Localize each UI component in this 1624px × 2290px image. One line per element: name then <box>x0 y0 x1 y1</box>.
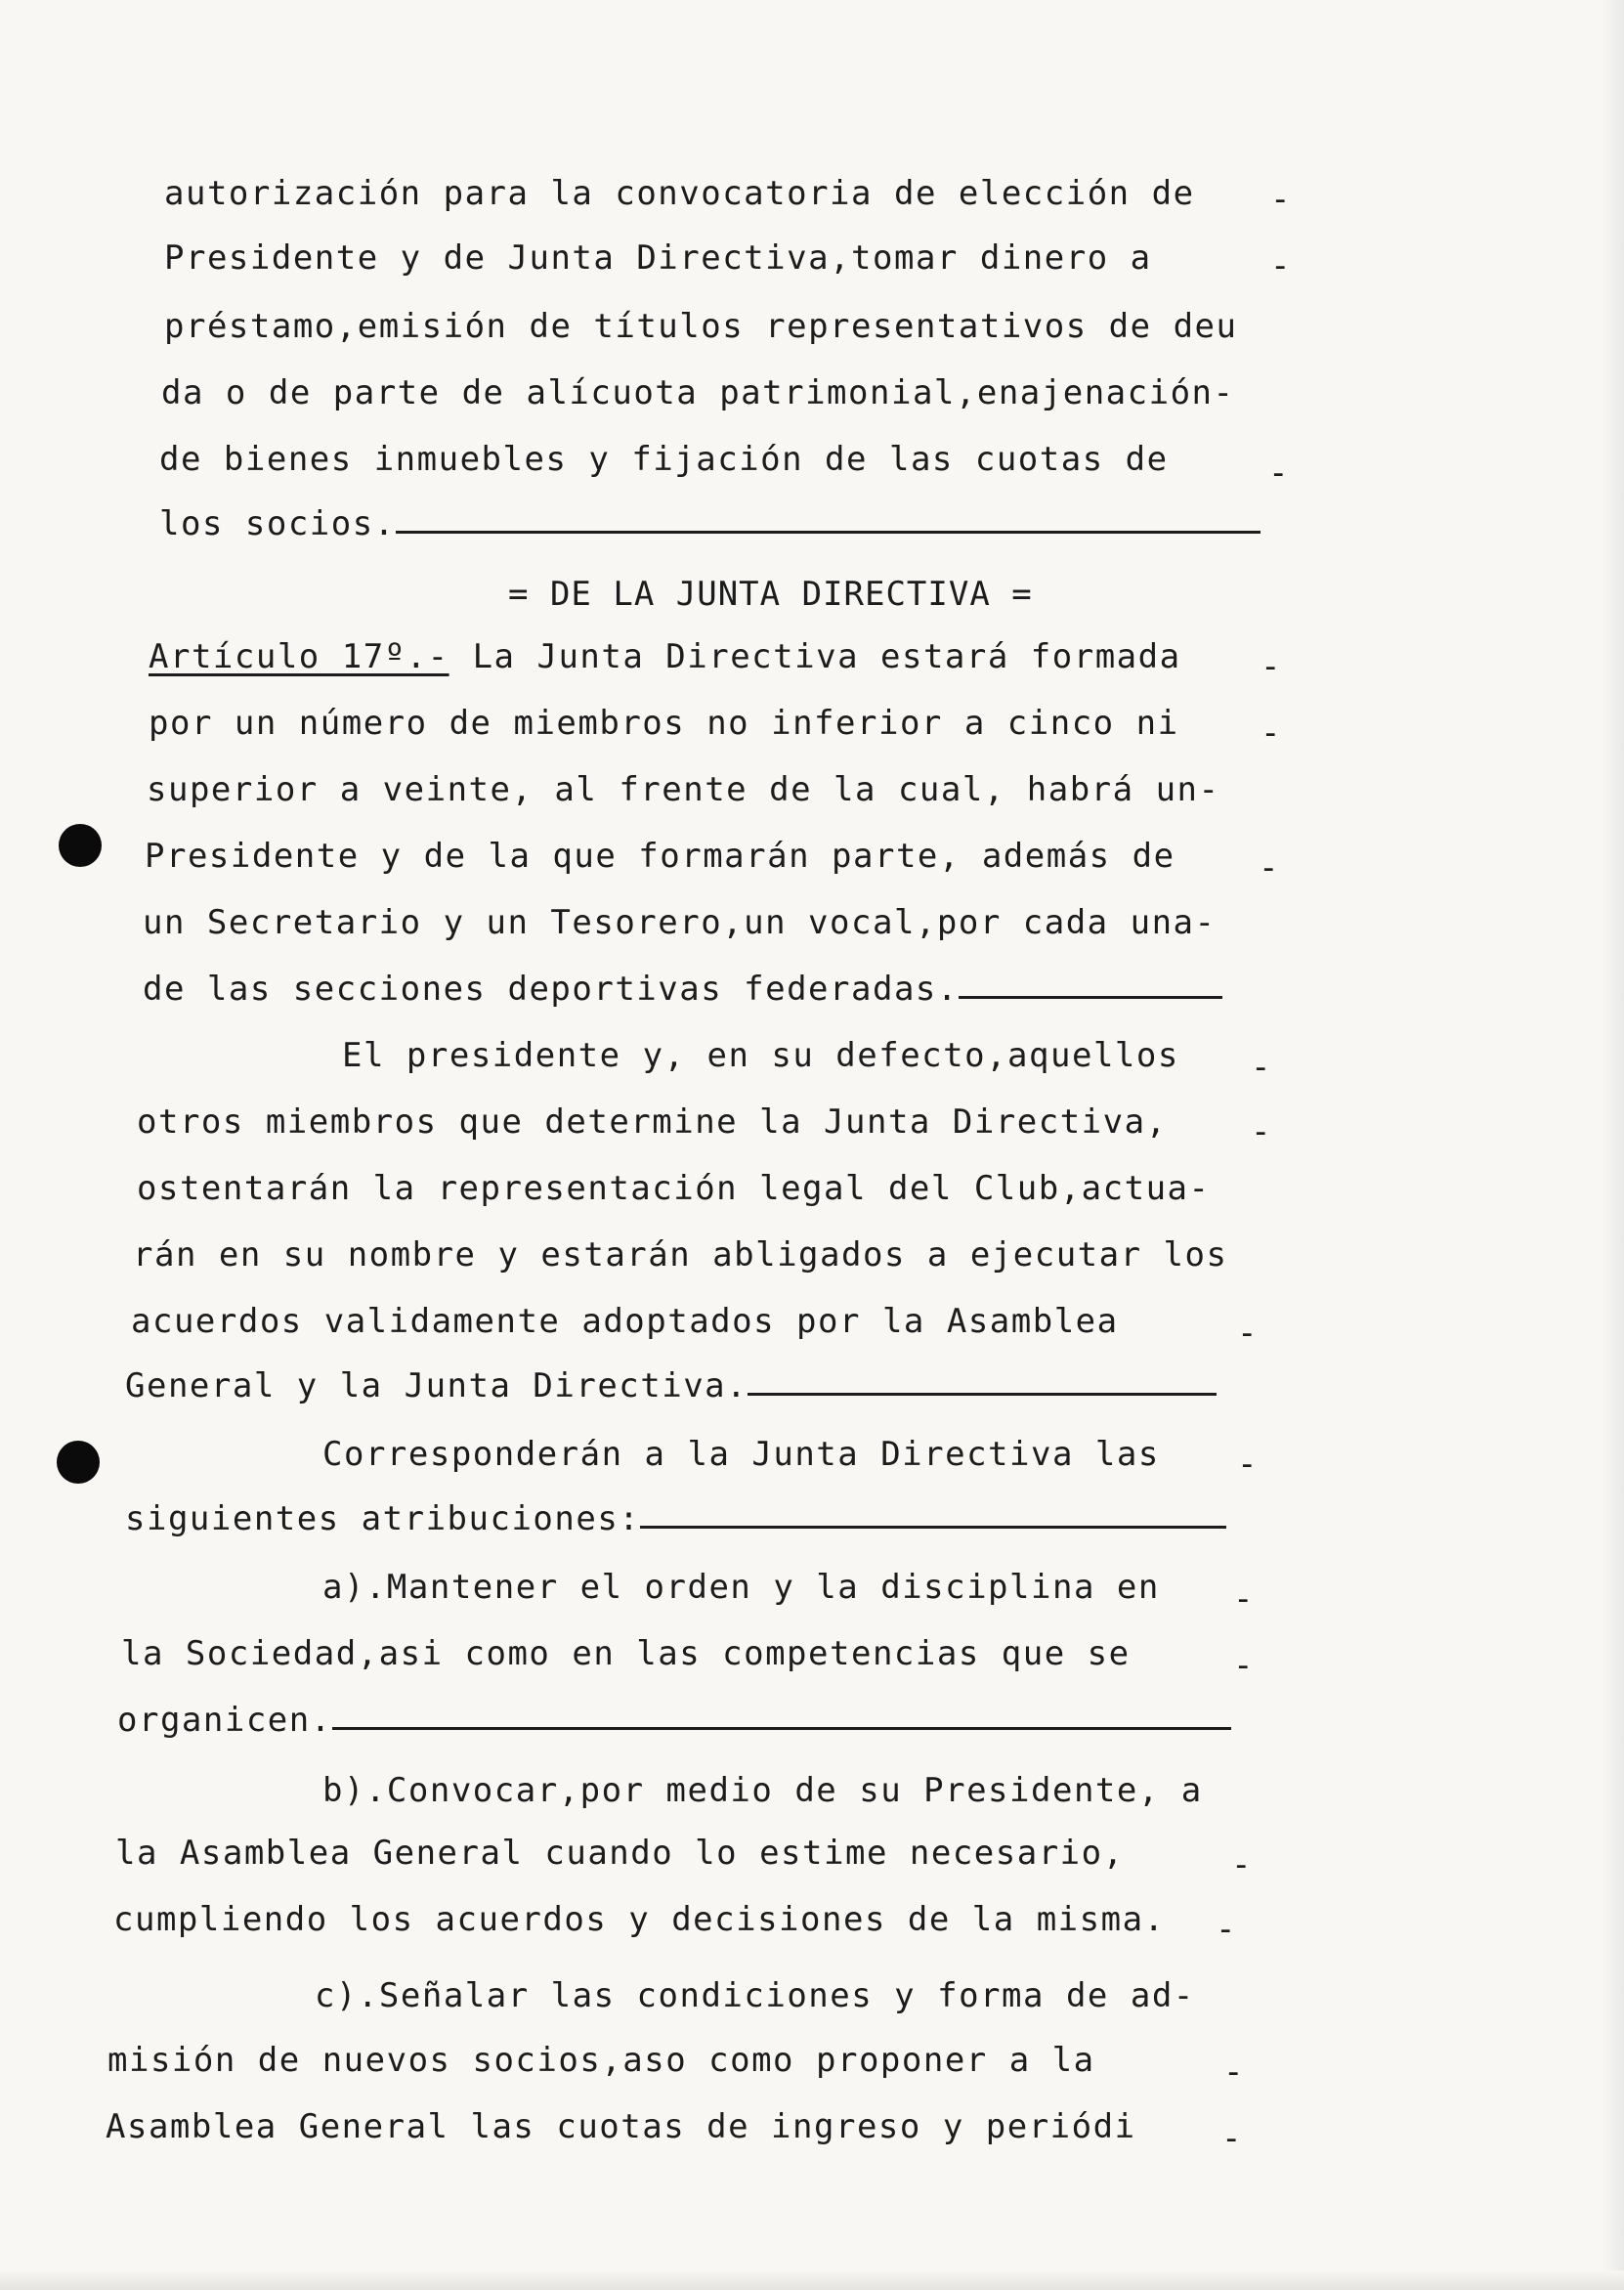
fill-rule <box>396 531 1261 534</box>
text-line: Artículo 17º.- La Junta Directiva estará formada <box>149 629 1181 684</box>
text-line: por un número de miembros no inferior a cinco ni <box>149 704 1179 743</box>
text-line: un Secretario y un Tesorero,un vocal,por cada una- <box>143 903 1217 942</box>
text-line: Presidente y de Junta Directiva,tomar dinero a <box>164 238 1152 278</box>
text-line: superior a veinte, al frente de la cual, habrá un- <box>147 770 1220 809</box>
line-end-dash: - <box>1251 1048 1271 1087</box>
line-end-dash: - <box>1233 1646 1254 1685</box>
text-line: b).Convocar,por medio de su Presidente, a <box>322 1771 1203 1810</box>
text-line: los socios. <box>159 497 1261 551</box>
line-end-dash: - <box>1261 713 1281 753</box>
scan-edge <box>0 2270 1624 2290</box>
line-end-dash: - <box>1270 246 1291 285</box>
line-end-dash: - <box>1233 1579 1254 1619</box>
text-line: autorización para la convocatoria de elección de <box>164 174 1195 213</box>
punch-hole <box>59 824 102 867</box>
text-line: Presidente y de la que formarán parte, además de <box>145 837 1175 876</box>
text-line: de bienes inmuebles y fijación de las cuotas de <box>159 440 1169 479</box>
text-line: cumpliendo los acuerdos y decisiones de la misma. <box>113 1900 1166 1939</box>
line-end-dash: - <box>1251 1112 1271 1151</box>
fill-rule <box>640 1526 1226 1529</box>
text-line: de las secciones deportivas federadas. <box>143 962 1222 1016</box>
text-line: da o de parte de alícuota patrimonial,enajenación- <box>161 373 1235 412</box>
text-line: a).Mantener el orden y la disciplina en <box>322 1568 1160 1607</box>
fill-rule <box>959 996 1222 999</box>
text-line: acuerdos validamente adoptados por la Asamblea <box>131 1302 1119 1341</box>
page-edge <box>1603 0 1624 2290</box>
line-end-dash: - <box>1237 1445 1258 1484</box>
text-line: El presidente y, en su defecto,aquellos <box>342 1036 1179 1075</box>
text-line: préstamo,emisión de títulos representativos de deu <box>164 307 1238 346</box>
fill-rule <box>748 1393 1217 1396</box>
text-line: misión de nuevos socios,aso como proponer a la <box>107 2041 1095 2080</box>
line-end-dash: - <box>1270 180 1291 219</box>
article-label: Artículo 17º.- <box>149 637 449 676</box>
line-end-dash: - <box>1268 454 1289 493</box>
text-line: Corresponderán a la Junta Directiva las <box>322 1435 1160 1474</box>
text-line: ostentarán la representación legal del Club,actua- <box>137 1169 1211 1208</box>
line-end-dash: - <box>1221 2119 1242 2158</box>
line-end-dash: - <box>1237 1314 1258 1353</box>
fill-rule <box>332 1727 1231 1730</box>
text-line: otros miembros que determine la Junta Directiva, <box>137 1102 1168 1142</box>
text-line: General y la Junta Directiva. <box>125 1359 1217 1413</box>
punch-hole <box>57 1441 100 1484</box>
text-line: rán en su nombre y estarán abligados a ejecutar los <box>133 1235 1228 1275</box>
line-end-dash: - <box>1216 1910 1236 1949</box>
text-line: la Sociedad,asi como en las competencias que se <box>121 1634 1131 1673</box>
text-line: la Asamblea General cuando lo estime necesario, <box>115 1834 1125 1873</box>
text-line: c).Señalar las condiciones y forma de ad- <box>315 1976 1195 2015</box>
line-end-dash: - <box>1259 848 1279 887</box>
line-end-dash: - <box>1231 1845 1252 1884</box>
section-title: = DE LA JUNTA DIRECTIVA = <box>508 575 1033 614</box>
text-line: organicen. <box>117 1693 1231 1748</box>
line-end-dash: - <box>1223 2052 1244 2092</box>
text-line: siguientes atribuciones: <box>125 1491 1226 1546</box>
text-line: Asamblea General las cuotas de ingreso y periódi <box>106 2107 1136 2146</box>
line-end-dash: - <box>1261 647 1281 686</box>
